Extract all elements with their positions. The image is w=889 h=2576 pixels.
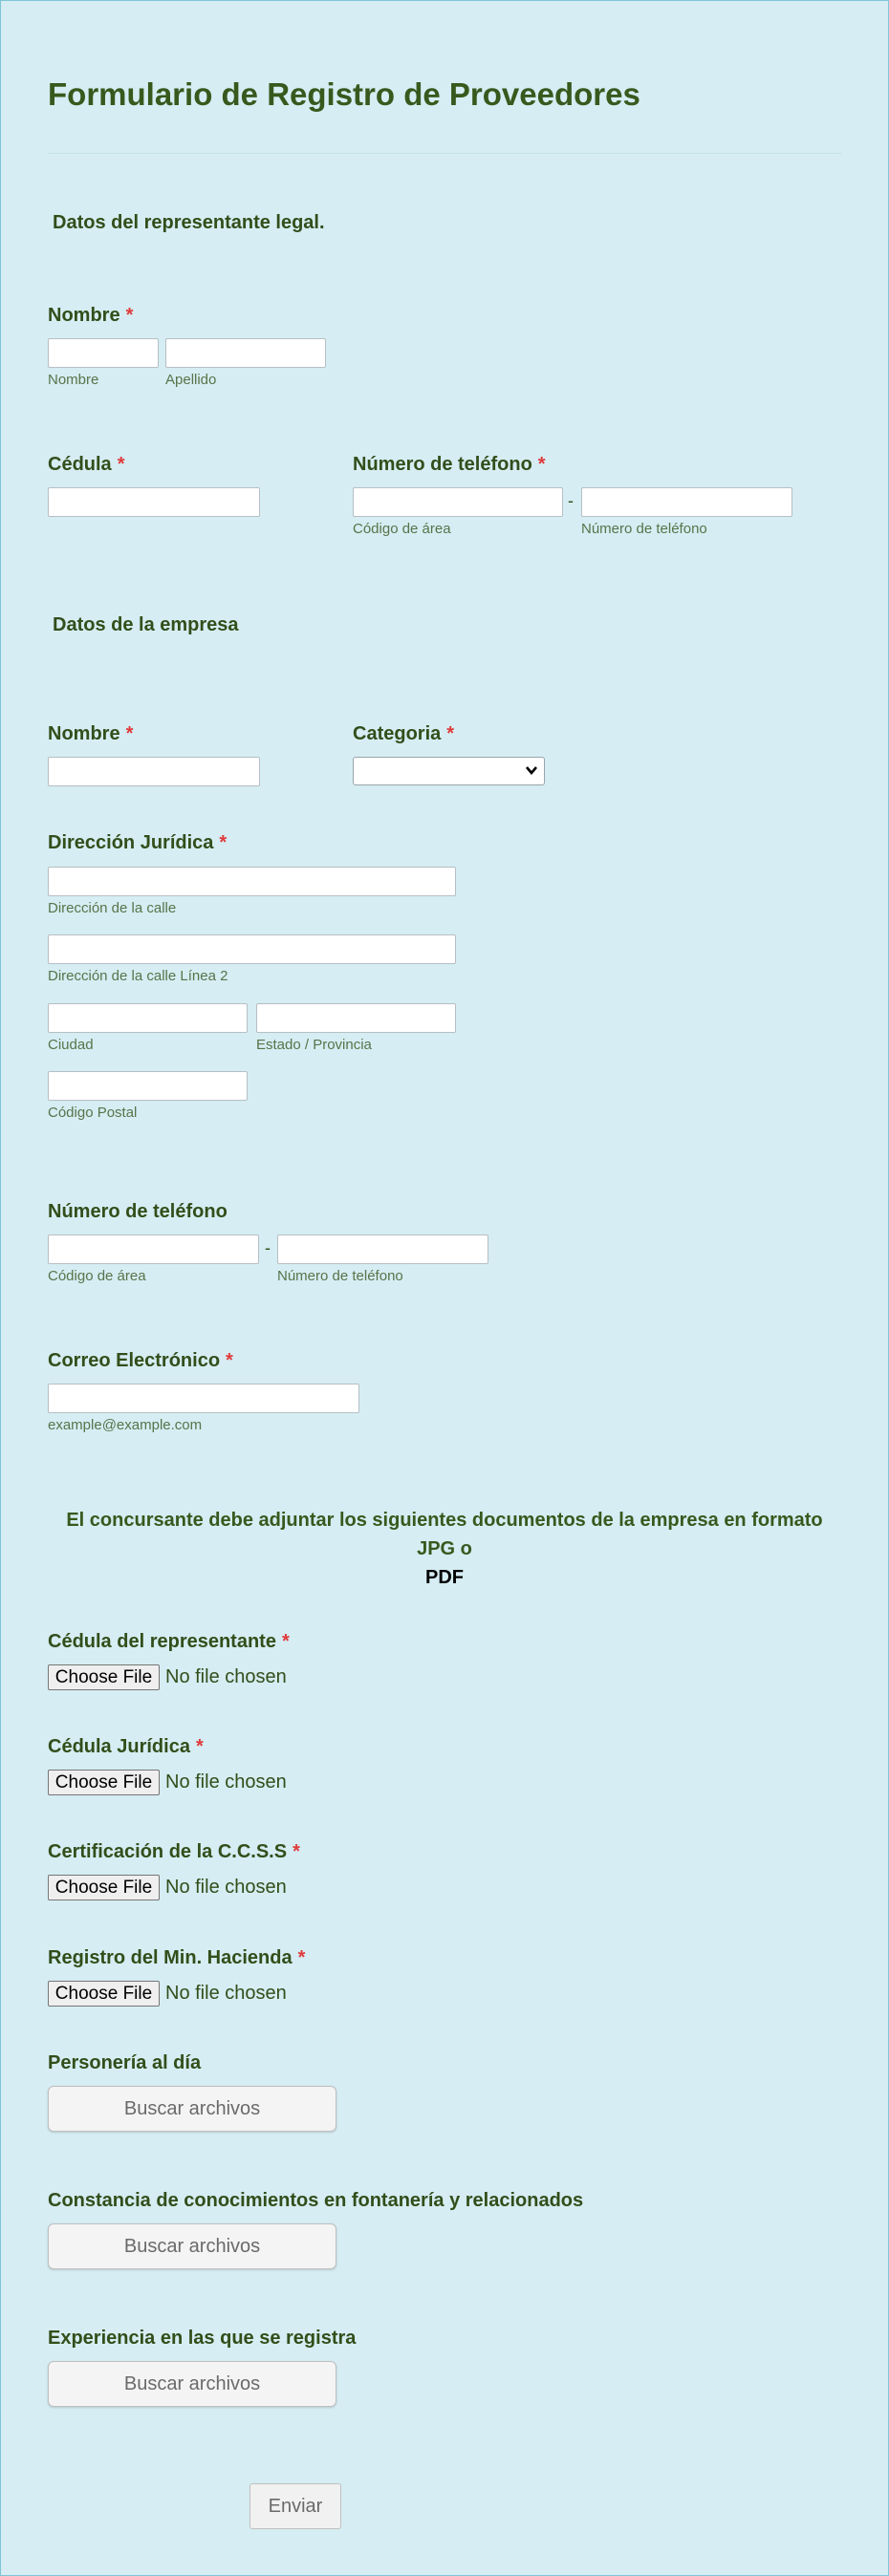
required-mark: *: [125, 305, 134, 326]
submit-button[interactable]: Enviar: [249, 2483, 341, 2529]
upload-constancia-label: Constancia de conocimientos en fontanería y relacionados: [48, 2190, 584, 2211]
required-mark: *: [446, 723, 455, 744]
postal-code-sublabel: Código Postal: [48, 1105, 138, 1121]
rep-cedula-input[interactable]: [48, 487, 260, 517]
upload-hacienda-label: Registro del Min. Hacienda *: [48, 1947, 306, 1968]
upload-hacienda-button[interactable]: Choose File: [48, 1981, 160, 2007]
rep-cedula-label: Cédula *: [48, 454, 125, 475]
upload-ccss-button[interactable]: Choose File: [48, 1875, 160, 1900]
rep-name-label: Nombre *: [48, 305, 134, 326]
category-label: Categoria *: [353, 723, 455, 744]
upload-personeria-button[interactable]: Buscar archivos: [48, 2086, 336, 2132]
required-mark: *: [537, 454, 546, 475]
page-title: Formulario de Registro de Proveedores: [48, 76, 640, 112]
phone-dash: -: [265, 1238, 271, 1257]
city-input[interactable]: [48, 1003, 248, 1033]
street-address-line2-input[interactable]: [48, 934, 456, 964]
company-phone-label: Número de teléfono: [48, 1201, 228, 1222]
city-sublabel: Ciudad: [48, 1037, 94, 1053]
upload-constancia-button[interactable]: Buscar archivos: [48, 2223, 336, 2269]
rep-phone-number-input[interactable]: [581, 487, 792, 517]
company-phone-area-input[interactable]: [48, 1234, 259, 1264]
upload-cedula-rep-label: Cédula del representante *: [48, 1631, 290, 1652]
rep-phone-area-sublabel: Código de área: [353, 521, 451, 537]
company-phone-area-sublabel: Código de área: [48, 1268, 146, 1284]
required-mark: *: [297, 1947, 306, 1968]
upload-experiencia-label: Experiencia en las que se registra: [48, 2328, 357, 2349]
required-mark: *: [219, 832, 228, 853]
section-title-company: Datos de la empresa: [53, 614, 239, 635]
company-name-label: Nombre *: [48, 723, 134, 744]
rep-last-name-sublabel: Apellido: [165, 372, 217, 388]
required-mark: *: [293, 1841, 300, 1862]
required-mark: *: [195, 1736, 204, 1757]
upload-cedula-juridica-button[interactable]: Choose File: [48, 1770, 160, 1795]
street-address-input[interactable]: [48, 867, 456, 896]
company-phone-number-sublabel: Número de teléfono: [277, 1268, 403, 1284]
required-mark: *: [125, 723, 134, 744]
required-mark: *: [226, 1350, 233, 1371]
upload-personeria-label: Personería al día: [48, 2052, 202, 2073]
upload-ccss-label: Certificación de la C.C.S.S *: [48, 1841, 300, 1862]
postal-code-input[interactable]: [48, 1071, 248, 1101]
upload-cedula-rep-button[interactable]: Choose File: [48, 1664, 160, 1690]
section-title-legal-rep: Datos del representante legal.: [53, 212, 325, 233]
rep-phone-number-sublabel: Número de teléfono: [581, 521, 707, 537]
upload-cedula-juridica-status: No file chosen: [165, 1771, 287, 1792]
title-divider: [48, 153, 841, 154]
upload-hacienda-status: No file chosen: [165, 1983, 287, 2004]
street-address-line2-sublabel: Dirección de la calle Línea 2: [48, 968, 228, 984]
address-label: Dirección Jurídica *: [48, 832, 228, 853]
rep-phone-area-input[interactable]: [353, 487, 563, 517]
rep-last-name-input[interactable]: [165, 338, 326, 368]
email-label: Correo Electrónico *: [48, 1350, 233, 1371]
documents-notice: El concursante debe adjuntar los siguientes documentos de la empresa en formato JPG o PDF: [66, 1510, 823, 1588]
rep-first-name-sublabel: Nombre: [48, 372, 99, 388]
notice-pdf: PDF: [425, 1567, 464, 1588]
company-name-input[interactable]: [48, 757, 260, 786]
chevron-down-icon: [525, 763, 538, 777]
street-address-sublabel: Dirección de la calle: [48, 900, 177, 916]
rep-phone-label: Número de teléfono *: [353, 454, 546, 475]
rep-first-name-input[interactable]: [48, 338, 159, 368]
state-sublabel: Estado / Provincia: [256, 1037, 372, 1053]
upload-experiencia-button[interactable]: Buscar archivos: [48, 2361, 336, 2407]
upload-ccss-status: No file chosen: [165, 1877, 287, 1898]
required-mark: *: [281, 1631, 290, 1652]
email-input[interactable]: [48, 1384, 359, 1413]
upload-cedula-juridica-label: Cédula Jurídica *: [48, 1736, 204, 1757]
email-sublabel: example@example.com: [48, 1417, 203, 1433]
required-mark: *: [117, 454, 125, 475]
state-input[interactable]: [256, 1003, 456, 1033]
category-select[interactable]: [353, 757, 545, 785]
phone-dash: -: [568, 491, 574, 510]
upload-cedula-rep-status: No file chosen: [165, 1666, 287, 1687]
company-phone-number-input[interactable]: [277, 1234, 488, 1264]
